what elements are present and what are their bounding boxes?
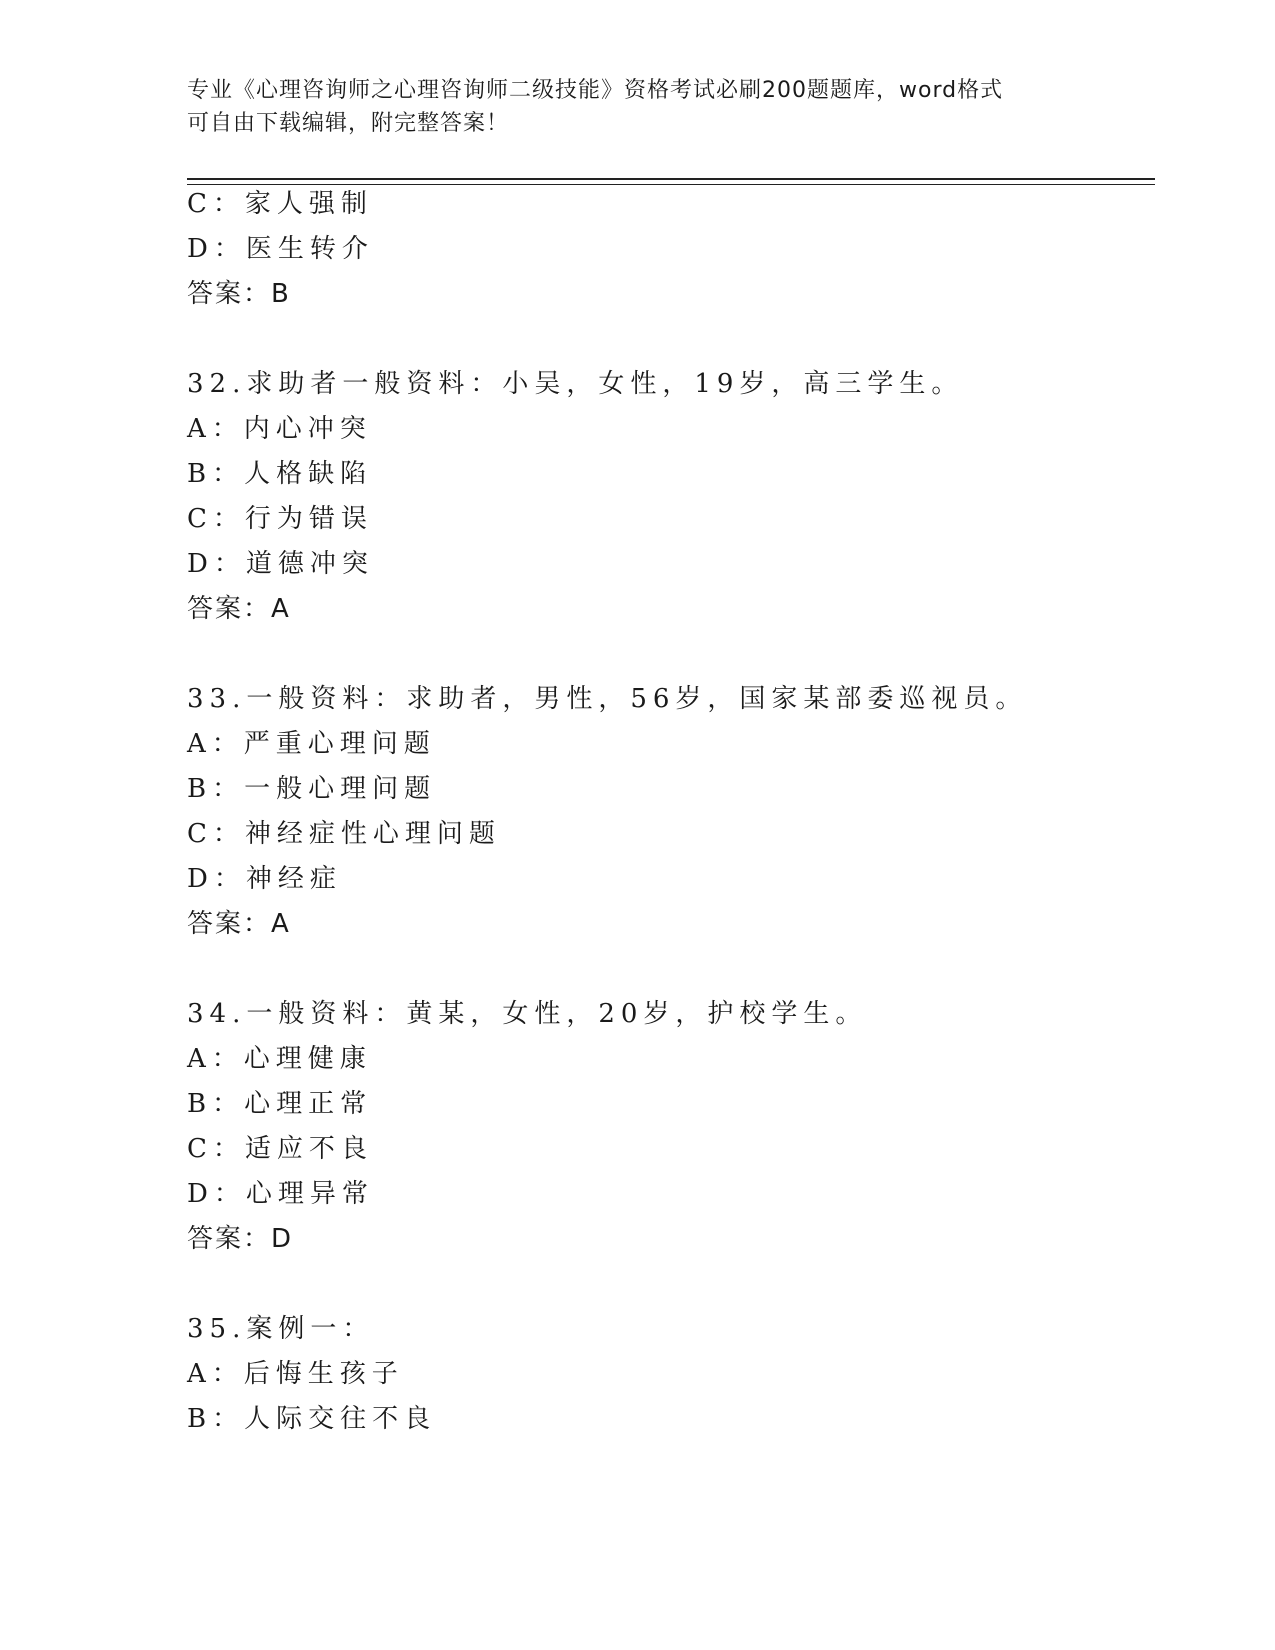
- question-line: 35.案例一：: [187, 1314, 375, 1344]
- option-line: C：适应不良: [187, 1134, 373, 1164]
- option-line: B：一般心理问题: [187, 774, 437, 804]
- option-line: B：心理正常: [187, 1089, 373, 1119]
- header-line-2: 可自由下载编辑，附完整答案！: [187, 111, 510, 136]
- header-line-1: 专业《心理咨询师之心理咨询师二级技能》资格考试必刷200题题库，word格式: [187, 78, 1004, 103]
- question-line: 33.一般资料：求助者，男性，56岁，国家某部委巡视员。: [187, 684, 1028, 714]
- option-line: A：心理健康: [187, 1044, 372, 1074]
- option-line: C：家人强制: [187, 189, 373, 219]
- question-line: 32.求助者一般资料：小吴，女性，19岁，高三学生。: [187, 369, 964, 399]
- option-line: C：神经症性心理问题: [187, 819, 501, 849]
- option-line: B：人格缺陷: [187, 459, 373, 489]
- option-line: D：医生转介: [187, 234, 374, 264]
- option-line: D：道德冲突: [187, 549, 374, 579]
- option-line: B：人际交往不良: [187, 1404, 437, 1434]
- header-rule-thin: [187, 184, 1155, 185]
- answer-line: 答案：A: [187, 909, 291, 939]
- question-line: 34.一般资料：黄某，女性，20岁，护校学生。: [187, 999, 868, 1029]
- answer-line: 答案：B: [187, 279, 291, 309]
- option-line: A：内心冲突: [187, 414, 372, 444]
- option-line: D：心理异常: [187, 1179, 374, 1209]
- document-header: [187, 74, 1087, 140]
- answer-line: 答案：A: [187, 594, 291, 624]
- option-line: D：神经症: [187, 864, 342, 894]
- option-line: A：严重心理问题: [187, 729, 436, 759]
- option-line: C：行为错误: [187, 504, 373, 534]
- option-line: A：后悔生孩子: [187, 1359, 404, 1389]
- answer-line: 答案：D: [187, 1224, 294, 1254]
- header-rule-thick: [187, 178, 1155, 180]
